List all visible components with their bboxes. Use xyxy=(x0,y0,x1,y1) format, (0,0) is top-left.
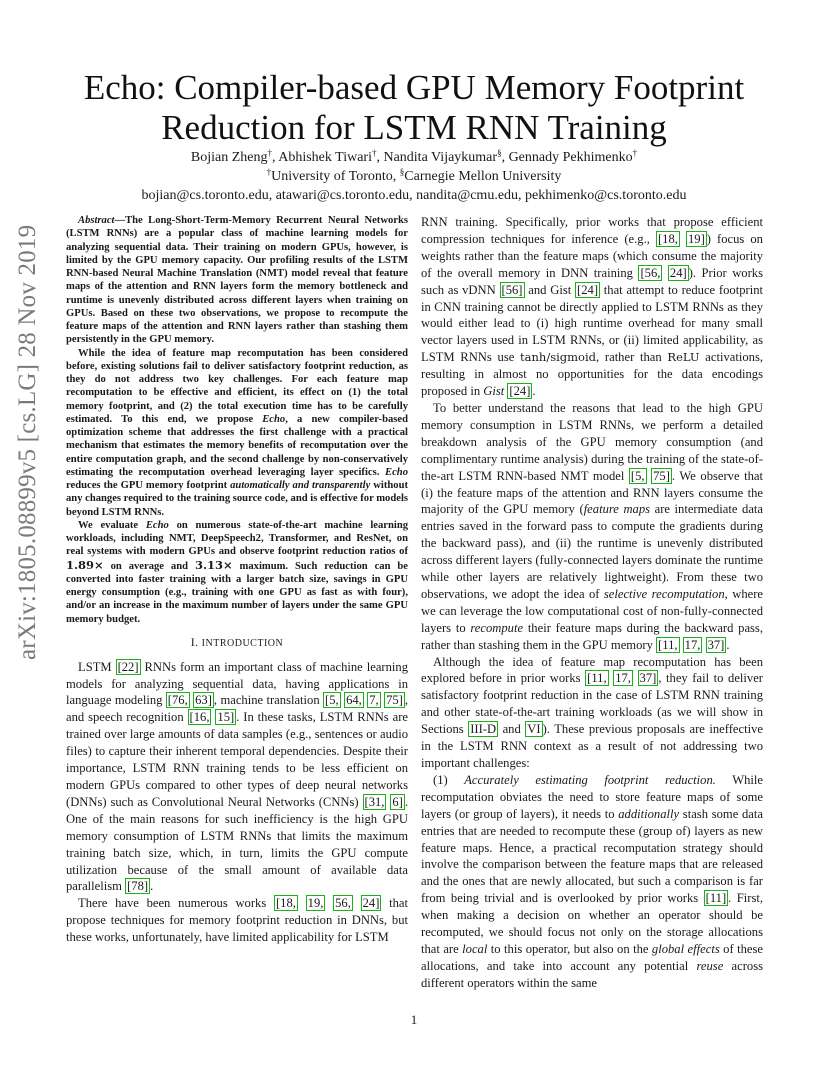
citation-link[interactable]: 17, xyxy=(615,671,631,686)
arxiv-watermark: arXiv:1805.08899v5 [cs.LG] 28 Nov 2019 xyxy=(14,224,41,660)
author-name: , Abhishek Tiwari xyxy=(272,150,372,165)
author-name: Bojian Zheng xyxy=(190,150,268,165)
abstract-paragraph: Abstract—The Long-Short-Term-Memory Recurrent Neural Networks (LSTM RNNs) are a popular class of machine learning models for analyzing sequential data. Their training on modern GPUs, however, is limited by the GPU memory capacity. Our profiling results of the LSTM RNN-based Neural Machine Translation (NMT) model reveal that feature maps of the attention and RNN layers form the memory bottleneck and runtime is unevenly distributed across different layers when training on GPUs. Based on these two observations, we propose to recompute the feature maps of the attention and RNN layers rather than stashing them persistently in the GPU memory. xyxy=(66,215,408,346)
citation-link[interactable]: [24] xyxy=(509,384,531,399)
citation-link[interactable]: [56] xyxy=(501,282,523,297)
citation-link[interactable]: [22] xyxy=(117,659,139,674)
page-number: 1 xyxy=(410,1012,418,1027)
citation-link[interactable]: 24] xyxy=(669,265,687,280)
citation-link[interactable]: 37] xyxy=(707,637,725,652)
author-name: , Nandita Vijaykumar xyxy=(376,150,498,165)
citation-link[interactable]: [78] xyxy=(127,879,149,894)
abstract-label: Abstract xyxy=(78,215,115,226)
author-emails: bojian@cs.toronto.edu, atawari@cs.toronto.edu, nandita@cmu.edu, pekhimenko@cs.toronto.edu xyxy=(141,188,687,203)
right-column xyxy=(421,214,763,992)
section-link[interactable]: VI xyxy=(527,722,541,737)
abstract-paragraph: We evaluate Echo on numerous state-of-the-art machine learning workloads, including NMT, DeepSpeech2, Transformer, and ResNet, on real systems with modern GPUs and observe footprint reduction ratios of 1.89× on average and 3.13× maximum. Such reduction can be converted into faster training with a larger batch size, savings in GPU energy consumption (e.g., training with one GPU as fast as with four), and/or an increase in the maximum number of layers under the same GPU memory budget. xyxy=(66,519,409,625)
citation-link[interactable]: 19, xyxy=(307,896,324,911)
author-name: , Gennady Pekhimenko xyxy=(501,150,633,165)
citation-link[interactable]: [11, xyxy=(587,671,607,686)
citation-link[interactable]: 17, xyxy=(684,637,701,652)
citation-link[interactable]: 75] xyxy=(386,693,403,708)
section-link[interactable]: III-D xyxy=(470,722,497,737)
body-paragraph: Although the idea of feature map recomputation has been explored before in prior works [11, 17, 37] , they fail to deliver satisfactory footprint reduction in the case of LSTM RNN training and other state-of-the-art training workloads (as we will show in Sections III-D and VI ). These previous proposals are ineffective in the LSTM RNN context as a result of not addressing two important challenges: xyxy=(421,654,763,770)
citation-link[interactable]: [24] xyxy=(577,282,599,297)
citation-link[interactable]: 24] xyxy=(362,896,380,911)
citation-link[interactable]: [18, xyxy=(657,231,678,246)
citation-link[interactable]: 75] xyxy=(653,468,670,483)
citation-link[interactable]: [5, xyxy=(630,468,645,483)
affiliation: University of Toronto, xyxy=(271,169,400,184)
citation-link[interactable]: 19] xyxy=(687,231,705,246)
citation-link[interactable]: [11, xyxy=(658,637,678,652)
citation-link[interactable]: [16, xyxy=(189,710,210,725)
abstract-paragraph: While the idea of feature map recomputation has been considered before, existing solutions fail to deliver satisfactory footprint reduction, as they do not address two key challenges. For each feature map recomputation to be effective and efficient, its effect on (1) the total memory footprint, and (2) the total execution time has to be carefully estimated. To this end, we propose Echo, a new compiler-based optimization scheme that addresses the first challenge with a practical mechanism that estimates the memory benefits of recomputation over the entire computation graph, and the second challenge by non-conservatively estimating the recomputation overhead leveraging layer specifics. Echo reduces the GPU memory footprint automatically and transparently without any changes required to the training source code, and is effective for models beyond LSTM RNNs. xyxy=(66,347,409,518)
citation-link[interactable]: [31, xyxy=(364,794,385,809)
citation-link[interactable]: [11] xyxy=(705,891,727,906)
citation-link[interactable]: [5, xyxy=(325,693,339,708)
citation-link[interactable]: [76, xyxy=(167,693,188,708)
body-paragraph: To better understand the reasons that lead to the high GPU memory consumption in LSTM RNNs, we perform a detailed breakdown analysis of the GPU memory consumption (and complimentary runtime analysis) during the training of the state-of-the-art LSTM RNN-based NMT model [5, 75] . We observe that (i) the feature maps of the attention and RNN layers consume the majority of the GPU memory (feature maps are intermediate data entries saved in the forward pass to compute the gradients during the backward pass), and (ii) the runtime is unevenly distributed across different layers (fully-connected layers dominate the runtime while other layers are relatively lightweight). From these two observations, we adopt the idea of selective recomputation, where we can leverage the low computational cost of non-fully-connected layers to recompute their feature maps during the backward pass, rather than stashing them in the GPU memory [11, 17, 37] . xyxy=(421,400,763,652)
citation-link[interactable]: 64, xyxy=(346,693,362,708)
left-column xyxy=(66,214,408,946)
author-block xyxy=(80,148,748,205)
body-paragraph: There have been numerous works [18, 19, 56, 24] that propose techniques for memory footprint reduction in DNNs, but these works, unfortunately, have limited applicability for LSTM xyxy=(66,896,409,945)
affiliation-mark: § xyxy=(399,167,405,177)
citation-link[interactable]: 63] xyxy=(195,693,212,708)
affiliations xyxy=(80,167,748,186)
affiliation-mark: † xyxy=(267,148,272,158)
title-line-1: Echo: Compiler-based GPU Memory Footprint xyxy=(83,68,745,107)
citation-link[interactable]: [18, xyxy=(275,896,296,911)
affiliation-mark: † xyxy=(632,148,638,158)
affiliation-mark: † xyxy=(266,167,272,177)
citation-link[interactable]: 15] xyxy=(217,710,235,725)
paper-title xyxy=(80,68,748,148)
citation-link[interactable]: [56, xyxy=(640,265,661,280)
citation-link[interactable]: 37] xyxy=(639,671,657,686)
section-heading: I. INTRODUCTION xyxy=(190,634,284,649)
affiliation-mark: † xyxy=(371,148,377,158)
citation-link[interactable]: 56, xyxy=(335,896,351,911)
abstract xyxy=(66,214,408,626)
citation-link[interactable]: 6] xyxy=(392,794,403,809)
citation-link[interactable]: 7, xyxy=(369,693,379,708)
title-line-2: Reduction for LSTM RNN Training xyxy=(161,108,667,147)
affiliation: Carnegie Mellon University xyxy=(404,169,562,184)
affiliation-mark: § xyxy=(497,148,502,158)
author-names xyxy=(80,148,748,167)
body-paragraph: (1) Accurately estimating footprint reduction. While recomputation obviates the need to store feature maps of some layers (or group of layers), it needs to additionally stash some data entries that are needed to recompute these (group of) layers as new feature maps. Hence, a practical recomputation strategy should involve the comparison between the feature maps that are released and the ones that are newly allocated, but such a comparison is far from being trivial and is overlooked by prior works [11] . First, when making a decision on whether an operator should be recomputed, we should focus not only on the storage allocations that are local to this operator, but also on the global effects of these allocations, and take into account any potential reuse across different operators within the same xyxy=(421,772,764,990)
body-paragraph: RNN training. Specifically, prior works that propose efficient compression techniques for inference (e.g., [18, 19] ) focus on weights rather than the feature maps (which consume the majority of the overall memory in DNN training [56, 24] ). Prior works such as vDNN [56] and Gist [24] that attempt to reduce footprint in CNN training cannot be directly applied to LSTM RNNs as they would either lead to (i) high runtime overhead for many small vector layers used in LSTM RNNs, or (ii) limited applicability, as LSTM RNNs use tanh/sigmoid, rather than ReLU activations, resulting in almost no opportunities for the data encodings proposed in Gist [24] . xyxy=(421,215,764,399)
body-paragraph: LSTM [22] RNNs form an important class of machine learning models for analyzing sequential data, having applications in language modeling [76, 63] , machine translation [5, 64, 7, 75] , and speech recognition [16, 15] . In these tasks, LSTM RNNs are trained over large amounts of data samples (e.g., sentences or audio files) to capture their inherent temporal dependencies. Despite their importance, LSTM RNN training tends to be less efficient on modern GPUs compared to other types of deep neural networks (DNNs) such as Convolutional Neural Networks (CNNs) [31, 6] . One of the main reasons for such inefficiency is the high GPU memory consumption of LSTM RNNs that limits the maximum training batch size, which, in turn, limits the GPU compute utilization because of the small amount of available data parallelism [78] . xyxy=(66,659,409,894)
